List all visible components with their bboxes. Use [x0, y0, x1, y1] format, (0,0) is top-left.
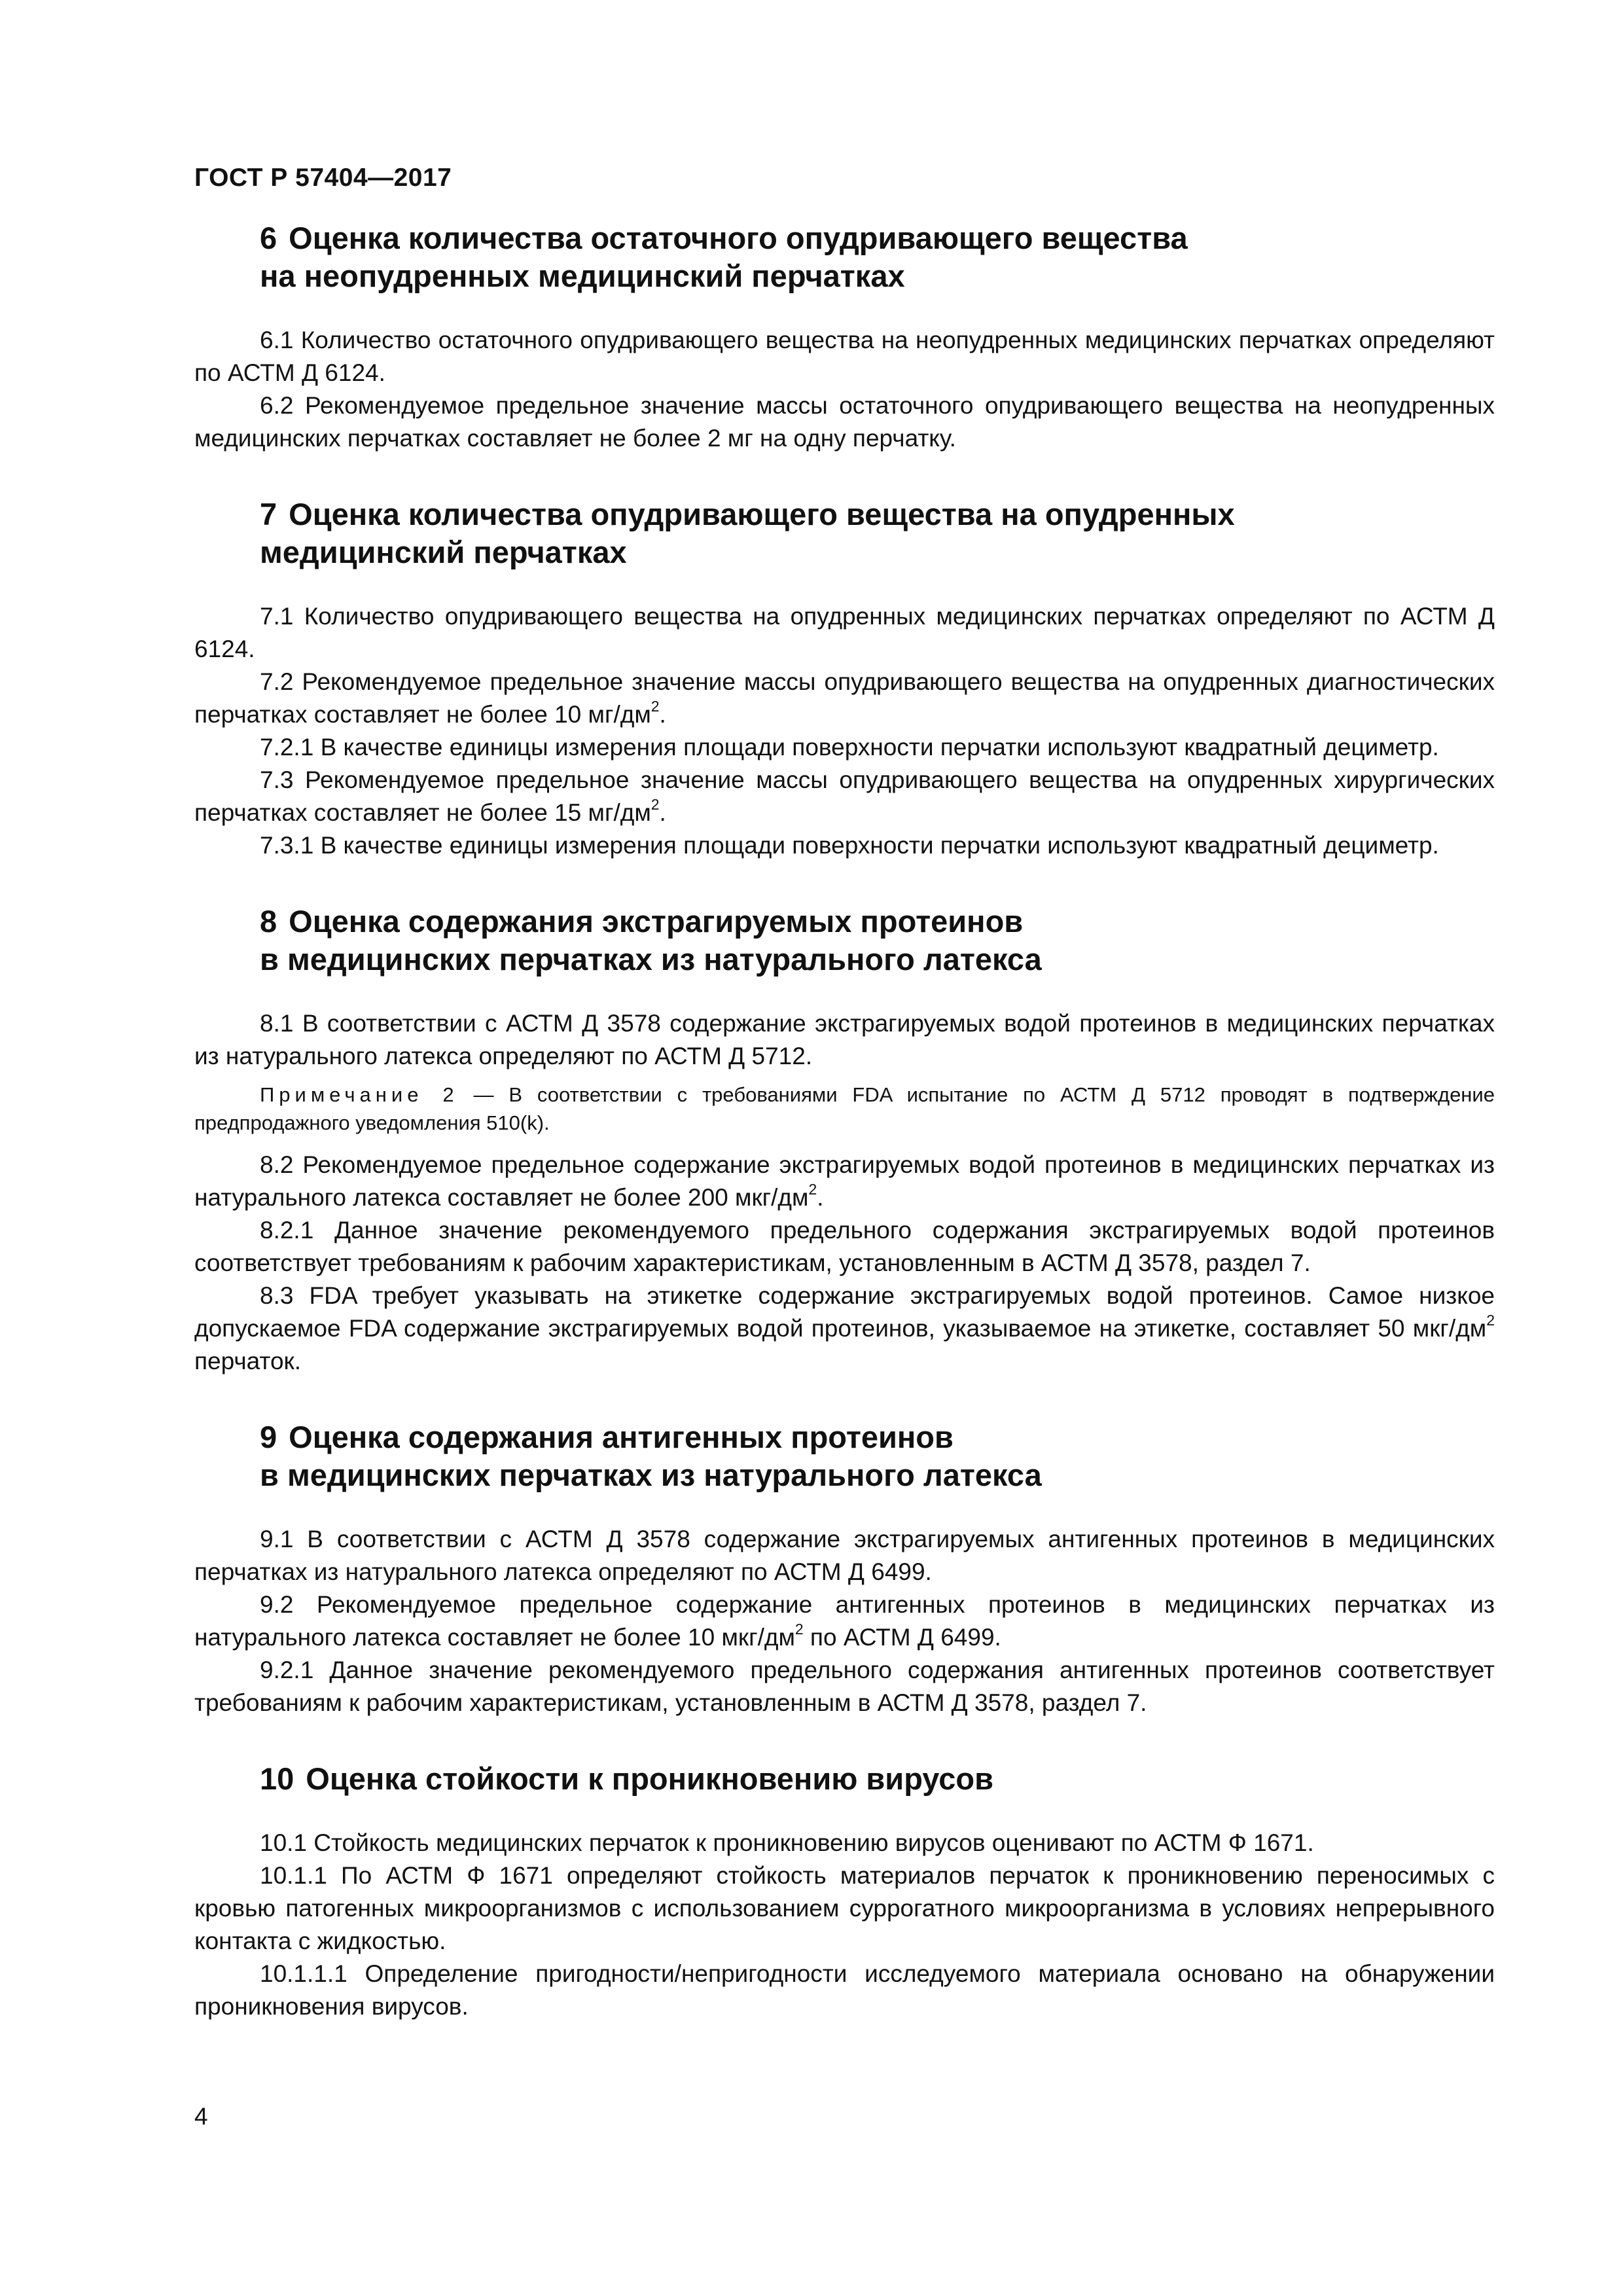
section-number: 6	[260, 221, 277, 255]
paragraph-text: 7.2 Рекомендуемое предельное значение массы опудривающего вещества на опудренных диагностических перчатках составляет не более 10 мг/дм	[194, 668, 1495, 728]
paragraph	[194, 389, 1495, 455]
paragraph	[194, 829, 1495, 862]
paragraph-text-end: по АСТМ Д 6499.	[803, 1624, 1001, 1651]
section-title: Оценка количества остаточного опудривающего вещества	[289, 221, 1188, 255]
superscript: 2	[651, 796, 660, 814]
paragraph-text-end: .	[659, 799, 666, 826]
paragraph-text: 7.1 Количество опудривающего вещества на опудренных медицинских перчатках определяют по АСТМ Д 6124.	[194, 603, 1495, 662]
section-number: 8	[260, 904, 277, 939]
paragraph-text: 6.1 Количество остаточного опудривающего вещества на неопудренных медицинских перчатках определяют по АСТМ Д 6124.	[194, 327, 1495, 386]
paragraph-text-end: перчаток.	[194, 1348, 301, 1374]
paragraph	[194, 600, 1495, 666]
note-text: — В соответствии с требованиями FDA испытание по АСТМ Д 5712 проводят в подтверждение предпродажного уведомления 510(k).	[194, 1083, 1495, 1134]
section-10	[194, 1760, 1495, 2023]
paragraph	[194, 1280, 1495, 1378]
section-title-line2: в медицинских перчатках из натурального латекса	[260, 1458, 1042, 1492]
paragraph	[194, 1007, 1495, 1073]
section-heading	[194, 1418, 1495, 1494]
section-6	[194, 219, 1495, 455]
paragraph	[194, 1654, 1495, 1719]
section-body	[194, 600, 1495, 862]
section-title: Оценка стойкости к проникновению вирусов	[306, 1761, 993, 1796]
document-header: ГОСТ Р 57404—2017	[194, 164, 452, 192]
section-body	[194, 1827, 1495, 2023]
paragraph-text-end: .	[659, 701, 666, 728]
paragraph-text: 10.1.1.1 Определение пригодности/непригодности исследуемого материала основано на обнаружении проникновения вирусов.	[194, 1960, 1495, 2020]
section-8	[194, 903, 1495, 1378]
paragraph-text: 7.2.1 В качестве единицы измерения площади поверхности перчатки используют квадратный дециметр.	[260, 734, 1439, 761]
paragraph	[194, 1149, 1495, 1214]
paragraph-text: 8.2 Рекомендуемое предельное содержание экстрагируемых водой протеинов в медицинских перчатках из натурального латекса составляет не более 200 мкг/дм	[194, 1151, 1495, 1211]
paragraph-text: 9.2 Рекомендуемое предельное содержание антигенных протеинов в медицинских перчатках из натурального латекса составляет не более 10 мкг/дм	[194, 1591, 1495, 1651]
section-9	[194, 1418, 1495, 1719]
section-body	[194, 1007, 1495, 1378]
paragraph-text: 10.1.1 По АСТМ Ф 1671 определяют стойкость материалов перчаток к проникновению переносимых с кровью патогенных микроорганизмов с использованием суррогатного микроорганизма в условиях непрерывного контакта с жидкостью.	[194, 1862, 1495, 1954]
paragraph	[194, 1214, 1495, 1280]
superscript: 2	[808, 1181, 817, 1198]
paragraph-text: 7.3.1 В качестве единицы измерения площади поверхности перчатки используют квадратный дециметр.	[260, 832, 1439, 859]
note	[194, 1081, 1495, 1137]
paragraph-text: 10.1 Стойкость медицинских перчаток к проникновению вирусов оценивают по АСТМ Ф 1671.	[260, 1829, 1314, 1856]
section-7	[194, 495, 1495, 862]
section-title: Оценка содержания экстрагируемых протеинов	[289, 904, 1024, 939]
paragraph-text: 9.1 В соответствии с АСТМ Д 3578 содержание экстрагируемых антигенных протеинов в медицинских перчатках из натурального латекса определяют по АСТМ Д 6499.	[194, 1526, 1495, 1585]
superscript: 2	[651, 698, 660, 715]
paragraph	[194, 1859, 1495, 1958]
section-heading	[194, 1760, 1495, 1798]
paragraph	[194, 1588, 1495, 1654]
paragraph	[194, 324, 1495, 389]
section-heading	[194, 219, 1495, 295]
section-title: Оценка количества опудривающего вещества на опудренных	[289, 497, 1235, 531]
section-title-line2: на неопудренных медицинский перчатках	[260, 259, 905, 293]
section-number: 7	[260, 497, 277, 531]
superscript: 2	[1486, 1312, 1495, 1329]
section-number: 9	[260, 1420, 277, 1454]
paragraph	[194, 1523, 1495, 1588]
page-number: 4	[194, 2103, 208, 2130]
paragraph-text-end: .	[817, 1184, 824, 1211]
paragraph-text: 8.3 FDA требует указывать на этикетке содержание экстрагируемых водой протеинов. Самое низкое допускаемое FDA содержание экстрагируемых водой протеинов, указываемое на этикетке, составляет 50 мкг/дм	[194, 1282, 1495, 1342]
paragraph-text: 8.1 В соответствии с АСТМ Д 3578 содержание экстрагируемых водой протеинов в медицинских перчатках из натурального латекса определяют по АСТМ Д 5712.	[194, 1010, 1495, 1069]
section-body	[194, 1523, 1495, 1719]
paragraph-text: 9.2.1 Данное значение рекомендуемого предельного содержания антигенных протеинов соответствует требованиям к рабочим характеристикам, установленным в АСТМ Д 3578, раздел 7.	[194, 1657, 1495, 1716]
section-title-line2: в медицинских перчатках из натурального латекса	[260, 942, 1042, 977]
paragraph	[194, 1958, 1495, 2023]
note-label: Примечание 2	[260, 1083, 459, 1106]
paragraph-text: 6.2 Рекомендуемое предельное значение массы остаточного опудривающего вещества на неопудренных медицинских перчатках составляет не более 2 мг на одну перчатку.	[194, 392, 1495, 452]
paragraph	[194, 764, 1495, 829]
section-body	[194, 324, 1495, 455]
paragraph-text: 8.2.1 Данное значение рекомендуемого предельного содержания экстрагируемых водой протеинов соответствует требованиям к рабочим характеристикам, установленным в АСТМ Д 3578, раздел 7.	[194, 1217, 1495, 1276]
section-heading	[194, 495, 1495, 571]
superscript: 2	[794, 1621, 804, 1638]
paragraph	[194, 731, 1495, 764]
document-content	[194, 219, 1495, 2064]
paragraph-text: 7.3 Рекомендуемое предельное значение массы опудривающего вещества на опудренных хирургических перчатках составляет не более 15 мг/дм	[194, 766, 1495, 826]
section-title: Оценка содержания антигенных протеинов	[289, 1420, 954, 1454]
section-title-line2: медицинский перчатках	[260, 535, 627, 569]
paragraph	[194, 1827, 1495, 1859]
section-number: 10	[260, 1761, 294, 1796]
section-heading	[194, 903, 1495, 978]
paragraph	[194, 666, 1495, 731]
